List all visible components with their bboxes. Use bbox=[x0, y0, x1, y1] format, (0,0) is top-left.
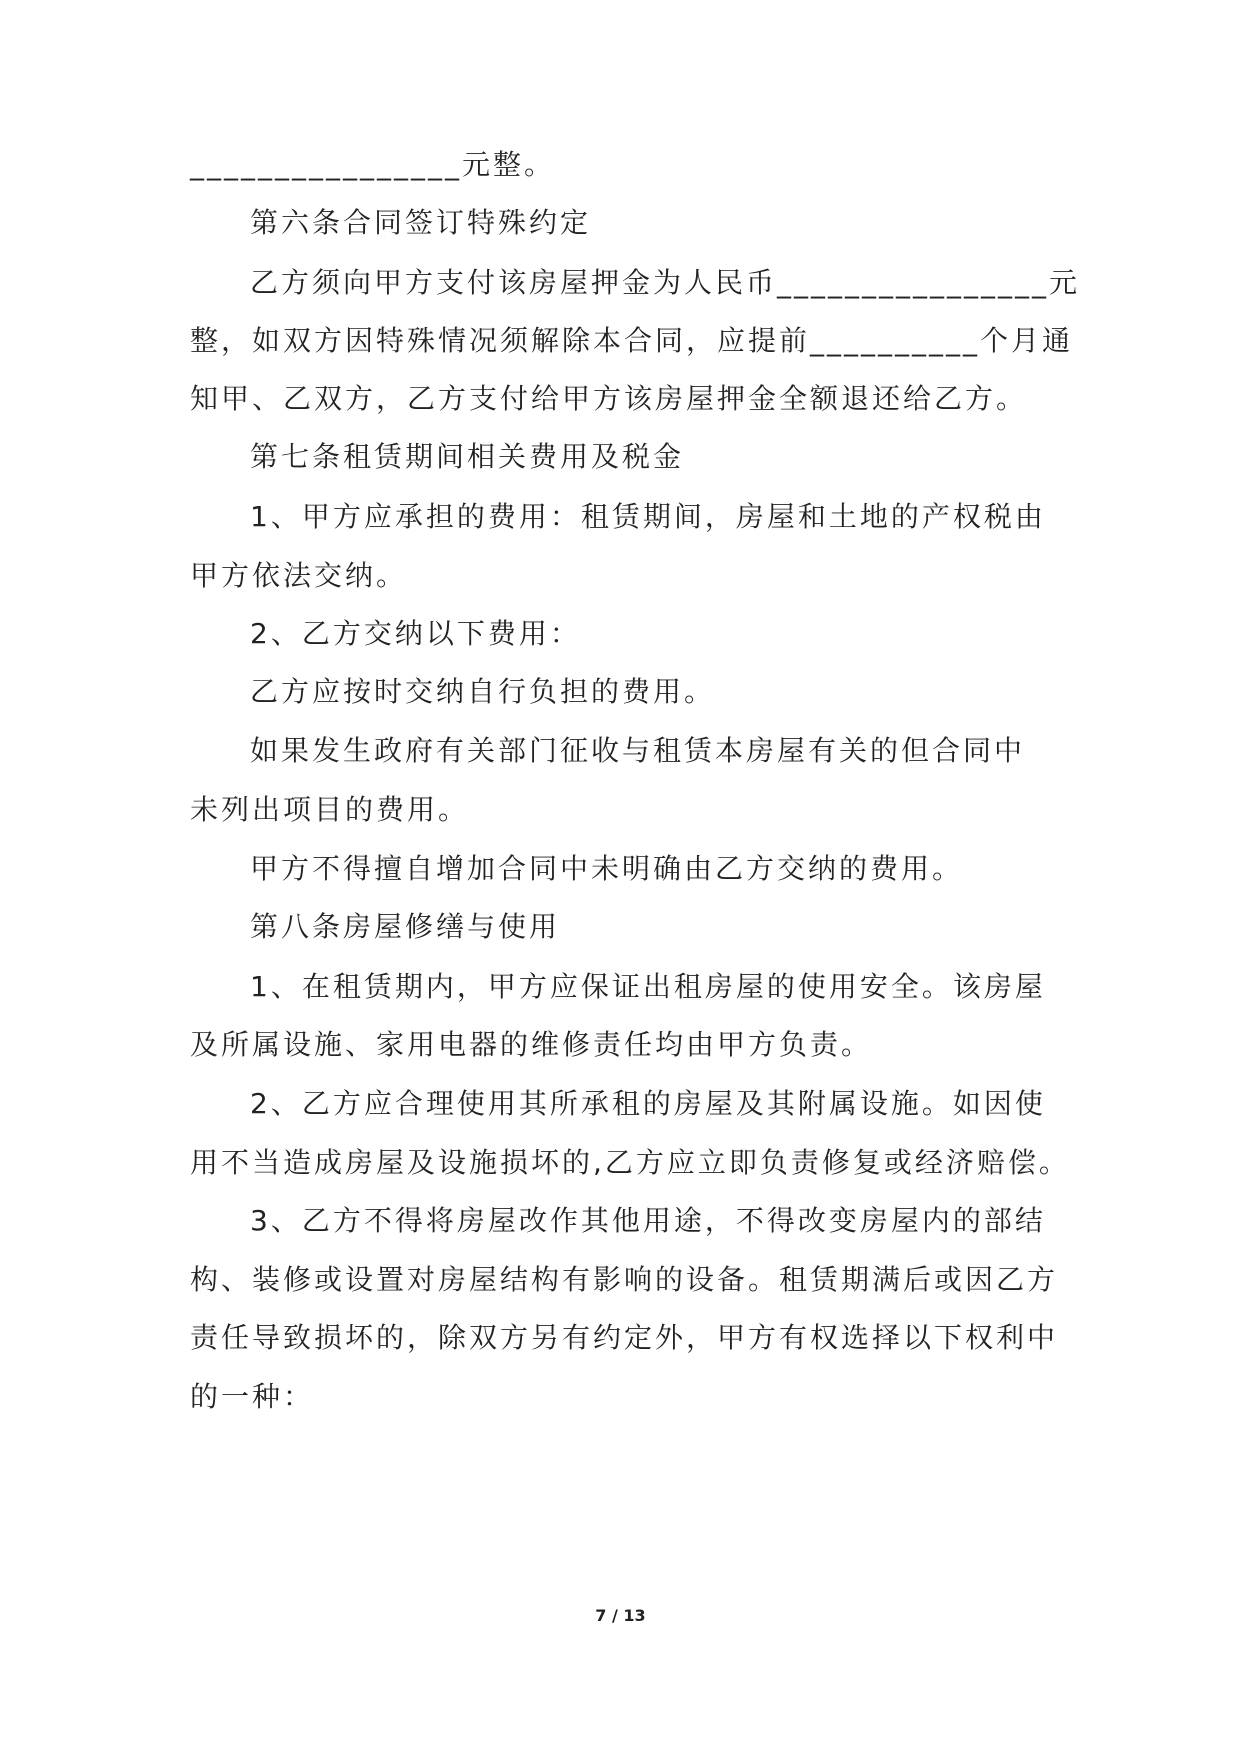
text-line: 乙方应按时交纳自行负担的费用。 bbox=[250, 675, 716, 708]
text-line: 2、乙方交纳以下费用： bbox=[250, 617, 581, 650]
text-line: 知甲、乙双方，乙方支付给甲方该房屋押金全额退还给乙方。 bbox=[190, 382, 1028, 415]
text-line: 甲方依法交纳。 bbox=[190, 559, 408, 592]
section-heading: 第六条合同签订特殊约定 bbox=[250, 206, 592, 239]
text-line: 及所属设施、家用电器的维修责任均由甲方负责。 bbox=[190, 1028, 873, 1061]
page-number: 7 / 13 bbox=[595, 1606, 646, 1625]
text-line: 未列出项目的费用。 bbox=[190, 793, 470, 826]
text-line: 3、乙方不得将房屋改作其他用途，不得改变房屋内的部结 bbox=[250, 1204, 1046, 1237]
section-heading: 第七条租赁期间相关费用及税金 bbox=[250, 440, 685, 473]
text-line: 甲方不得擅自增加合同中未明确由乙方交纳的费用。 bbox=[250, 852, 964, 885]
text-line: 乙方须向甲方支付该房屋押金为人民币________________元 bbox=[250, 266, 1081, 299]
text-line: 用不当造成房屋及设施损坏的,乙方应立即负责修复或经济赔偿。 bbox=[190, 1146, 1070, 1179]
text-line: 责任导致损坏的，除双方另有约定外，甲方有权选择以下权利中 bbox=[190, 1321, 1059, 1354]
text-line: 整，如双方因特殊情况须解除本合同，应提前__________个月通 bbox=[190, 324, 1074, 357]
text-line: 2、乙方应合理使用其所承租的房屋及其附属设施。如因使 bbox=[250, 1087, 1046, 1120]
text-line: 1、甲方应承担的费用：租赁期间，房屋和土地的产权税由 bbox=[250, 500, 1046, 533]
text-line: ________________元整。 bbox=[190, 148, 556, 181]
text-line: 1、在租赁期内，甲方应保证出租房屋的使用安全。该房屋 bbox=[250, 970, 1046, 1003]
text-line: 如果发生政府有关部门征收与租赁本房屋有关的但合同中 bbox=[250, 734, 1026, 767]
text-line: 的一种： bbox=[190, 1380, 315, 1413]
text-line: 构、装修或设置对房屋结构有影响的设备。租赁期满后或因乙方 bbox=[190, 1263, 1059, 1296]
section-heading: 第八条房屋修缮与使用 bbox=[250, 910, 561, 943]
